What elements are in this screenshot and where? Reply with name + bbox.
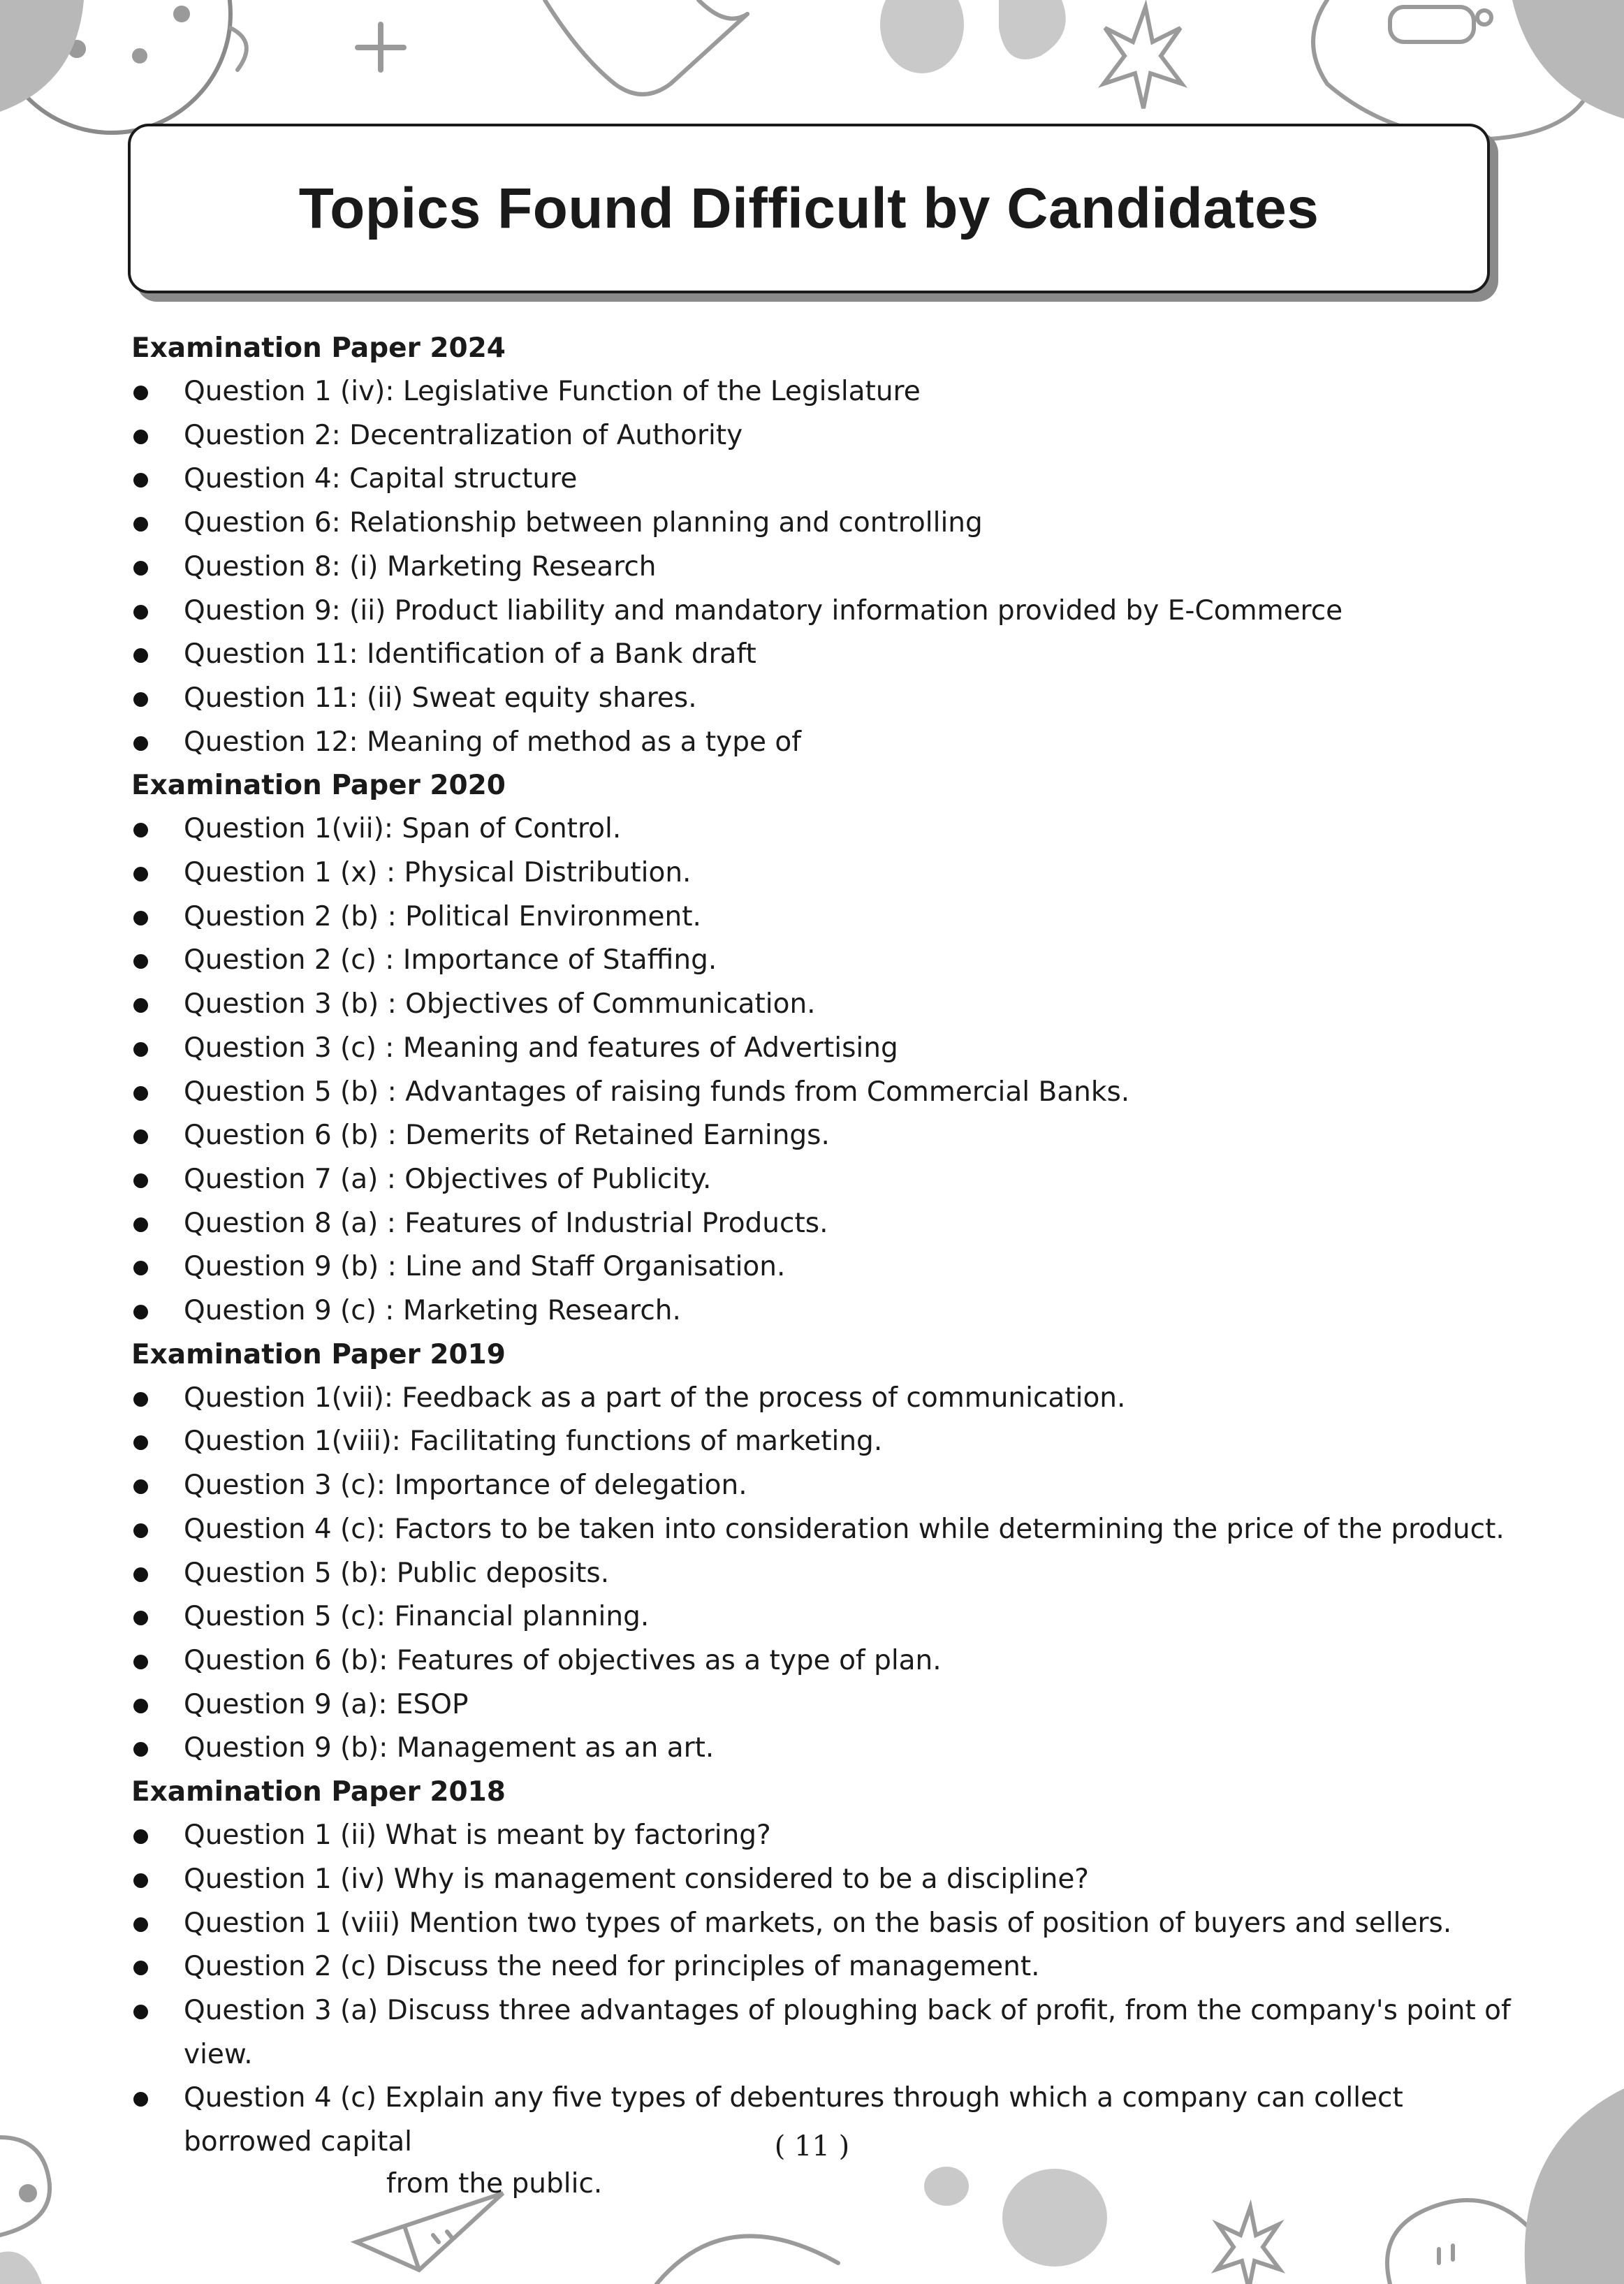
bullet-icon	[133, 954, 148, 969]
bullet-icon	[133, 823, 148, 837]
bullet-icon	[133, 1873, 148, 1888]
bullet-icon	[133, 1305, 148, 1319]
list-item: Question 1 (iv): Legislative Function of the Legislature	[131, 370, 1528, 414]
list-item: Question 11: (ii) Sweat equity shares.	[131, 677, 1528, 721]
list-item: Question 12: Meaning of method as a type of	[131, 721, 1528, 765]
bullet-icon	[133, 2005, 148, 2019]
bullet-icon	[133, 1523, 148, 1538]
list-item: Question 2 (c) : Importance of Staffing.	[131, 939, 1528, 983]
list-item: Question 8: (i) Marketing Research	[131, 546, 1528, 590]
bullet-icon	[133, 1829, 148, 1844]
page-number: ( 11 )	[774, 2130, 850, 2162]
topics-content	[131, 327, 1528, 2208]
bullet-icon	[133, 1742, 148, 1757]
list-item: Question 9 (a): ESOP	[131, 1683, 1528, 1727]
list-item: Question 3 (c): Importance of delegation.	[131, 1464, 1528, 1508]
bullet-icon	[133, 473, 148, 488]
bullet-icon	[133, 1699, 148, 1713]
bullet-icon	[133, 561, 148, 576]
list-item: Question 1(vii): Feedback as a part of the process of communication.	[131, 1377, 1528, 1421]
bullet-icon	[133, 1567, 148, 1582]
list-item: Question 4 (c) Explain any five types of debentures through which a company can collect borrowed capital	[131, 2077, 1528, 2164]
bullet-icon	[133, 1961, 148, 1975]
bullet-icon	[133, 386, 148, 400]
list-item: Question 7 (a) : Objectives of Publicity.	[131, 1158, 1528, 1202]
title-box	[128, 124, 1490, 293]
bullet-icon	[133, 648, 148, 663]
bullet-icon	[133, 867, 148, 881]
list-item: Question 5 (b) : Advantages of raising funds from Commercial Banks.	[131, 1071, 1528, 1115]
list-item: Question 1 (viii) Mention two types of markets, on the basis of position of buyers and sellers.	[131, 1902, 1528, 1946]
bullet-icon	[133, 2092, 148, 2107]
list-item: Question 9 (b) : Line and Staff Organisation.	[131, 1245, 1528, 1289]
list-item: Question 4 (c): Factors to be taken into consideration while determining the price of the product.	[131, 1508, 1528, 1552]
page-title: Topics Found Difficult by Candidates	[298, 176, 1319, 240]
list-item: Question 2 (b) : Political Environment.	[131, 895, 1528, 939]
bullet-icon	[133, 998, 148, 1013]
list-item: Question 1(vii): Span of Control.	[131, 807, 1528, 851]
list-item: Question 4: Capital structure	[131, 457, 1528, 502]
bullet-icon	[133, 1129, 148, 1144]
bullet-icon	[133, 1261, 148, 1275]
section-heading: Examination Paper 2024	[131, 332, 506, 364]
bullet-icon	[133, 911, 148, 925]
list-item: Question 1(viii): Facilitating functions of marketing.	[131, 1420, 1528, 1464]
bullet-icon	[133, 430, 148, 444]
list-item: Question 2: Decentralization of Authority	[131, 414, 1528, 458]
bullet-icon	[133, 1042, 148, 1057]
list-item: Question 8 (a) : Features of Industrial Products.	[131, 1202, 1528, 1246]
bullet-icon	[133, 1479, 148, 1494]
list-item-continuation: from the public.	[386, 2167, 603, 2199]
bullet-icon	[133, 1173, 148, 1188]
list-item: Question 9 (c) : Marketing Research.	[131, 1289, 1528, 1333]
bullet-icon	[133, 1217, 148, 1232]
bullet-icon	[133, 1611, 148, 1625]
list-item: Question 6 (b) : Demerits of Retained Earnings.	[131, 1114, 1528, 1158]
bullet-icon	[133, 1435, 148, 1450]
bullet-icon	[133, 1086, 148, 1101]
bullet-icon	[133, 692, 148, 707]
list-item: Question 3 (b) : Objectives of Communication.	[131, 983, 1528, 1027]
list-item: Question 1 (ii) What is meant by factoring?	[131, 1814, 1528, 1858]
list-item: Question 5 (c): Financial planning.	[131, 1595, 1528, 1639]
section-heading: Examination Paper 2019	[131, 1338, 506, 1370]
section-heading: Examination Paper 2018	[131, 1776, 506, 1808]
topic-list	[131, 370, 1528, 764]
list-item: Question 9 (b): Management as an art.	[131, 1727, 1528, 1771]
bullet-icon	[133, 1917, 148, 1932]
topic-list	[131, 807, 1528, 1333]
list-item: Question 1 (iv) Why is management considered to be a discipline?	[131, 1858, 1528, 1902]
list-item: Question 11: Identification of a Bank draft	[131, 633, 1528, 677]
bullet-icon	[133, 605, 148, 620]
bullet-icon	[133, 1392, 148, 1407]
list-item: Question 9: (ii) Product liability and mandatory information provided by E-Commerce	[131, 590, 1528, 634]
bullet-icon	[133, 517, 148, 532]
bullet-icon	[133, 1655, 148, 1669]
list-item: Question 3 (c) : Meaning and features of Advertising	[131, 1027, 1528, 1071]
topic-list	[131, 1377, 1528, 1771]
list-item: Question 5 (b): Public deposits.	[131, 1552, 1528, 1596]
list-item: Question 6: Relationship between planning and controlling	[131, 502, 1528, 546]
bullet-icon	[133, 736, 148, 751]
list-item: Question 2 (c) Discuss the need for principles of management.	[131, 1945, 1528, 1989]
list-item: Question 3 (a) Discuss three advantages of ploughing back of profit, from the company's point of view.	[131, 1989, 1528, 2077]
list-item: Question 6 (b): Features of objectives as a type of plan.	[131, 1639, 1528, 1683]
section-heading: Examination Paper 2020	[131, 770, 506, 802]
list-item: Question 1 (x) : Physical Distribution.	[131, 851, 1528, 895]
